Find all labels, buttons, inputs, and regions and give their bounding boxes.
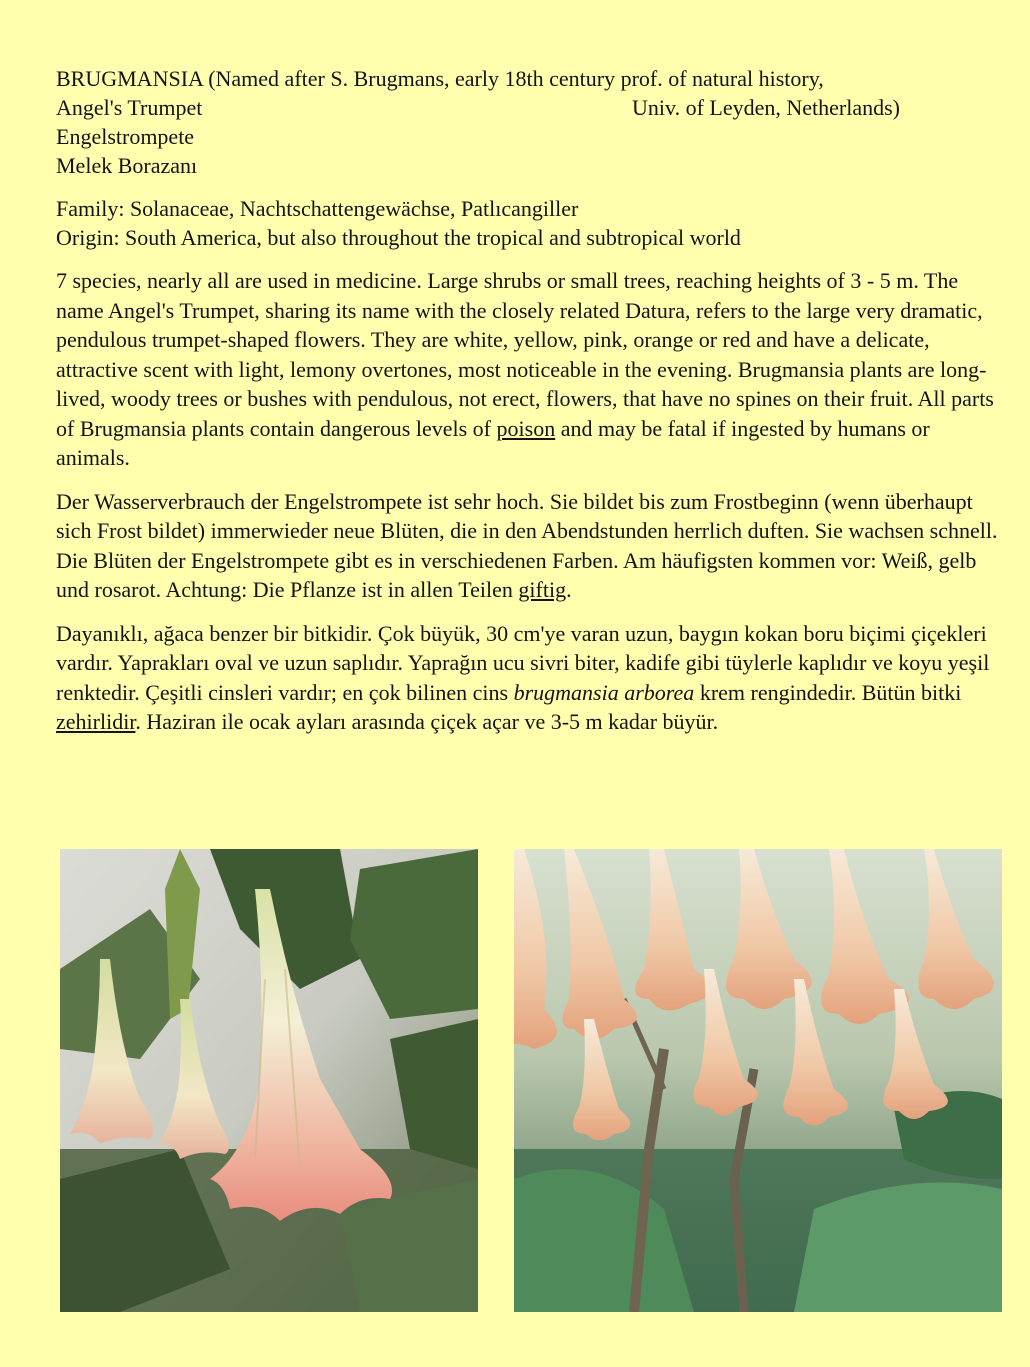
german-text: Der Wasserverbrauch der Engelstrompete ist sehr hoch. Sie bildet bis zum Frostbeginn (wenn überhaupt sich Frost bildet) immerwieder neue Blüten, die in den Abendstunden herrlich duften. Sie wachsen schnell. Die Blüten der Engelstrompete gibt es in verschiedenen Farben. Am häufigsten kommen vor: Weiß, gelb und rosarot. Achtung: Die Pflanze ist in allen Teilen [56,488,998,602]
turkish-paragraph [56,619,1006,737]
info-block [56,194,1006,252]
turkish-text-end: . Haziran ile ocak ayları arasında çiçek açar ve 3-5 m kadar büyür. [135,709,719,734]
common-name-english: Angel's Trumpet [56,95,203,120]
zehirlidir-link[interactable]: zehirlidir [56,709,136,734]
origin-line: Origin: South America, but also throughout the tropical and subtropical world [56,225,741,250]
english-text-end: and may be fatal if ingested by humans or animals. [56,415,930,470]
common-name-turkish: Melek Borazanı [56,153,198,178]
family-line: Family: Solanaceae, Nachtschattengewächse, Patlıcangiller [56,196,579,221]
title-continuation: Univ. of Leyden, Netherlands) [632,95,900,120]
giftig-link[interactable]: giftig [518,577,567,602]
turkish-text: Dayanıklı, ağaca benzer bir bitkidir. Çok büyük, 30 cm'ye varan uzun, baygın kokan boru biçimi çiçekleri vardır. Yaprakları oval ve uzun saplıdır. Yaprağın ucu sivri biter, kadife gibi tüylerle kaplıdır ve koyu yeşil renktedir. Çeşitli cinsleri vardır; en çok bilinen cins [56,620,990,705]
title-line: BRUGMANSIA (Named after S. Brugmans, early 18th century prof. of natural history, [56,66,824,91]
turkish-text-mid: krem rengindedir. Bütün bitki [694,679,962,705]
title-block [56,64,1006,180]
german-paragraph [56,487,1006,605]
title-row-2 [56,93,1006,122]
english-paragraph [56,266,1006,473]
pink-trumpet-flower-photo [60,849,478,1312]
document-body [56,64,1006,737]
species-name: brugmansia arborea [513,679,695,705]
german-text-end: . [566,577,572,602]
poison-link[interactable]: poison [496,415,556,441]
english-text: 7 species, nearly all are used in medicine. Large shrubs or small trees, reaching heights of 3 - 5 m. The name Angel's Trumpet, sharing its name with the closely related Datura, refers to the large very dramatic, pendulous trumpet-shaped flowers. They are white, yellow, pink, orange or red and have a delicate, attractive scent with light, lemony overtones, most noticeable in the evening. Brugmansia plants are long-lived, woody trees or bushes with pendulous, not erect, flowers, that have no spines on their fruit. All parts of Brugmansia plants contain dangerous levels of [56,268,994,441]
peach-trumpet-flowers-photo [514,849,1002,1312]
common-name-german: Engelstrompete [56,124,195,149]
